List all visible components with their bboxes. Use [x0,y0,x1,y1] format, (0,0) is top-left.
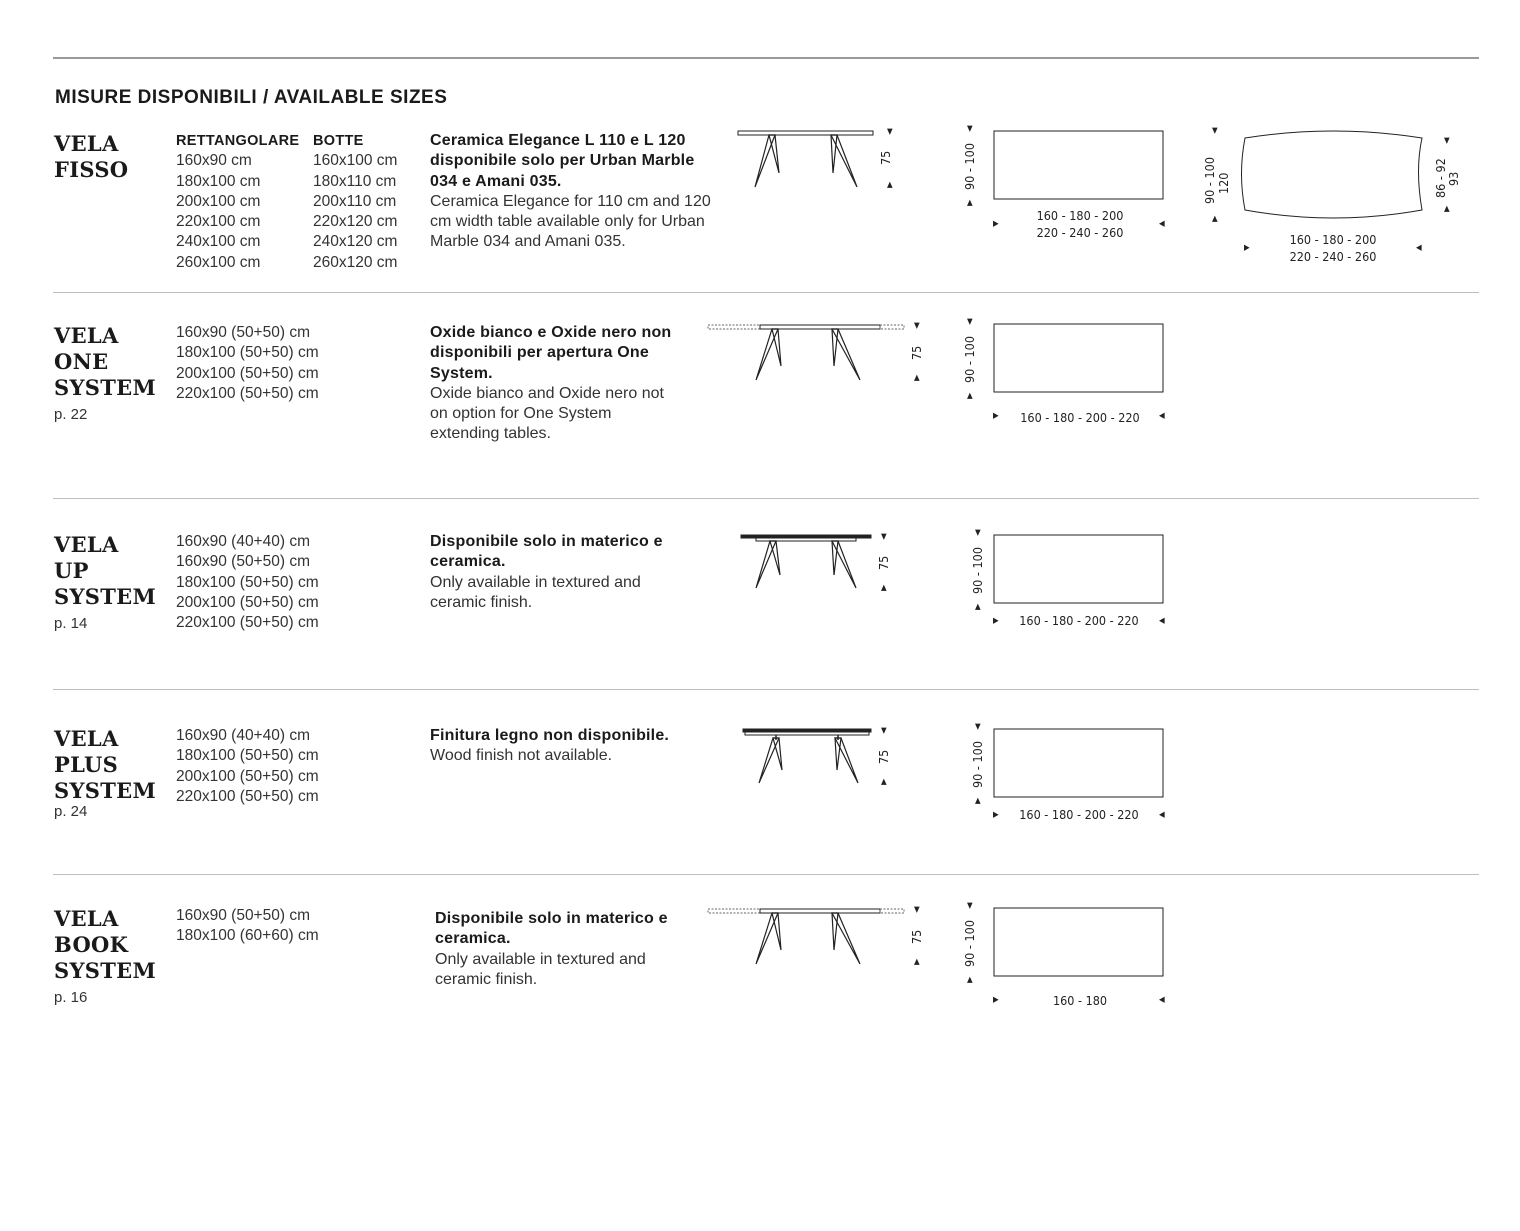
width-label: 160 - 180 - 200 - 220 [1019,807,1139,822]
svg-text:▴: ▴ [975,792,981,807]
size-item: 180x100 (60+60) cm [176,927,319,945]
row-divider [53,498,1479,499]
size-item: 160x90 (50+50) cm [176,553,310,571]
width-label: 220 - 240 - 260 [1036,225,1124,240]
rectangular-top-plan [968,524,1178,638]
availability-note [435,909,700,990]
barrel-width-label: 220 - 240 - 260 [1289,249,1377,264]
rectangular-top-plan [960,120,1175,244]
size-item: 200x100 cm [176,192,261,210]
width-label: 160 - 180 - 200 - 220 [1020,410,1140,425]
svg-text:▴: ▴ [887,176,893,191]
product-name-line: UP [54,558,89,583]
height-label: 75 [909,929,924,944]
svg-text:▸: ▸ [993,612,999,627]
product-name-vela-plus-system [54,726,156,804]
product-name-line: VELA [54,131,119,156]
column-header: RETTANGOLARE [176,133,300,149]
product-name-line: SYSTEM [54,958,157,983]
svg-text:▴: ▴ [881,579,887,594]
note-english: Only available in textured and ceramic finish. [430,573,641,611]
note-english: Only available in textured and ceramic finish. [435,950,646,988]
depth-label: 90 - 100 [970,547,985,594]
sizes-list [176,323,319,404]
product-name-line: SYSTEM [54,778,157,803]
size-item: 220x100 (50+50) cm [176,614,319,632]
svg-text:◂: ◂ [1159,612,1165,627]
barrel-depth-label: 120 [1216,172,1231,194]
height-label: 75 [909,345,924,360]
svg-text:▴: ▴ [967,971,973,986]
svg-text:▸: ▸ [993,215,999,230]
section-title: MISURE DISPONIBILI / AVAILABLE SIZES [55,87,448,108]
product-name-line: SYSTEM [54,584,157,609]
svg-text:▸: ▸ [993,991,999,1006]
size-item: 160x90 (50+50) cm [176,324,310,341]
side-elevation-drawing [740,724,910,794]
svg-text:◂: ◂ [1416,239,1422,254]
size-item: 220x100 (50+50) cm [176,384,319,402]
size-item: 160x90 (50+50) cm [176,907,310,924]
svg-text:▾: ▾ [975,718,981,733]
sizes-list [176,906,319,947]
barrel-edge-label: 86 - 92 [1433,158,1448,198]
size-item: 220x100 cm [176,213,261,231]
svg-text:▾: ▾ [967,120,973,135]
side-elevation-drawing [705,318,935,388]
column-header: BOTTE [313,133,364,149]
side-elevation-drawing [738,530,908,600]
size-item: 160x100 cm [313,152,398,170]
note-english: Wood finish not available. [430,747,613,765]
availability-note [430,323,680,445]
top-rule [53,57,1479,59]
height-label: 75 [876,749,891,764]
product-name-line: VELA [54,726,119,751]
page-reference: p. 14 [54,615,88,632]
height-label: 75 [878,150,893,165]
svg-text:▾: ▾ [887,123,893,138]
row-divider [53,689,1479,690]
sizes-list [176,726,319,807]
barrel-depth-label: 90 - 100 [1202,157,1217,204]
sizes-rettangolare [176,131,299,273]
rectangular-top-plan [960,897,1175,1016]
svg-text:▾: ▾ [881,528,887,543]
rectangular-top-plan [960,313,1175,427]
availability-note [430,532,695,613]
side-elevation-drawing [705,902,935,972]
svg-text:▴: ▴ [1444,200,1450,215]
svg-text:▴: ▴ [881,773,887,788]
barrel-width-label: 160 - 180 - 200 [1289,232,1377,247]
width-label: 160 - 180 [1052,993,1108,1008]
size-item: 200x110 cm [313,192,397,210]
note-english: Oxide bianco and Oxide nero not on option for One System extending tables. [430,384,664,443]
page-reference: p. 22 [54,406,88,423]
svg-text:◂: ◂ [1159,215,1165,230]
row-divider [53,292,1479,293]
product-name-line: VELA [54,532,119,557]
product-name-line: VELA [54,323,119,348]
height-label: 75 [876,555,891,570]
svg-text:◂: ◂ [1159,407,1165,422]
width-label: 160 - 180 - 200 [1036,208,1124,223]
depth-label: 90 - 100 [962,336,977,383]
svg-text:▴: ▴ [1212,210,1218,225]
svg-text:◂: ◂ [1159,806,1165,821]
size-item: 160x90 cm [176,152,252,170]
svg-text:▴: ▴ [975,598,981,613]
barrel-top-plan [1200,124,1475,269]
note-italian: Ceramica Elegance L 110 e L 120 disponibile solo per Urban Marble 034 e Amani 035. [430,132,695,190]
svg-text:▸: ▸ [1244,239,1250,254]
product-name-vela-one-system [54,323,156,401]
size-item: 260x100 cm [176,253,261,271]
size-item: 180x100 cm [176,172,261,190]
svg-text:▾: ▾ [1444,132,1450,147]
size-item: 200x100 (50+50) cm [176,767,319,785]
size-item: 260x120 cm [313,253,398,271]
svg-text:▾: ▾ [1212,122,1218,137]
size-item: 240x120 cm [313,233,398,251]
product-name-line: SYSTEM [54,375,157,400]
row-divider [53,874,1479,875]
size-item: 200x100 (50+50) cm [176,364,319,382]
svg-text:▸: ▸ [993,407,999,422]
note-english: Ceramica Elegance for 110 cm and 120 cm width table available only for Urban Marble 034 and Amani 035. [430,192,711,251]
barrel-edge-label: 93 [1446,171,1461,186]
sizes-botte [313,131,397,273]
width-label: 160 - 180 - 200 - 220 [1019,613,1139,628]
svg-text:▸: ▸ [993,806,999,821]
size-item: 200x100 (50+50) cm [176,593,319,611]
size-item: 180x100 (50+50) cm [176,573,319,591]
svg-text:▾: ▾ [967,313,973,328]
product-name-vela-book-system [54,906,156,984]
product-name-line: FISSO [54,157,129,182]
svg-text:▾: ▾ [914,317,920,332]
product-name-line: BOOK [54,932,129,957]
note-italian: Disponibile solo in materico e ceramica. [435,910,668,948]
depth-label: 90 - 100 [962,143,977,190]
svg-text:▴: ▴ [967,387,973,402]
svg-text:▾: ▾ [975,524,981,539]
note-italian: Finitura legno non disponibile. [430,727,670,744]
size-item: 220x120 cm [313,213,398,231]
side-elevation-drawing [735,125,905,195]
size-item: 160x90 (40+40) cm [176,533,310,550]
availability-note [430,726,705,767]
svg-text:▾: ▾ [881,722,887,737]
size-item: 160x90 (40+40) cm [176,727,310,744]
product-name-line: ONE [54,349,109,374]
product-name-line: PLUS [54,752,119,777]
size-item: 180x100 (50+50) cm [176,747,319,765]
size-item: 180x100 (50+50) cm [176,344,319,362]
rectangular-top-plan [968,718,1178,832]
svg-text:▴: ▴ [914,953,920,968]
svg-text:▾: ▾ [967,897,973,912]
product-name-vela-up-system [54,532,156,610]
size-item: 180x110 cm [313,172,397,190]
svg-text:▴: ▴ [914,369,920,384]
product-name-vela-fisso [54,131,128,183]
svg-text:▾: ▾ [914,901,920,916]
page-reference: p. 24 [54,803,88,820]
availability-note [430,131,715,253]
depth-label: 90 - 100 [962,920,977,967]
svg-text:◂: ◂ [1159,991,1165,1006]
note-italian: Oxide bianco e Oxide nero non disponibili per apertura One System. [430,324,672,382]
page-reference: p. 16 [54,989,88,1006]
note-italian: Disponibile solo in materico e ceramica. [430,533,663,571]
size-item: 220x100 (50+50) cm [176,787,319,805]
sizes-list [176,532,319,633]
svg-text:▴: ▴ [967,194,973,209]
depth-label: 90 - 100 [970,741,985,788]
product-name-line: VELA [54,906,119,931]
size-item: 240x100 cm [176,233,261,251]
